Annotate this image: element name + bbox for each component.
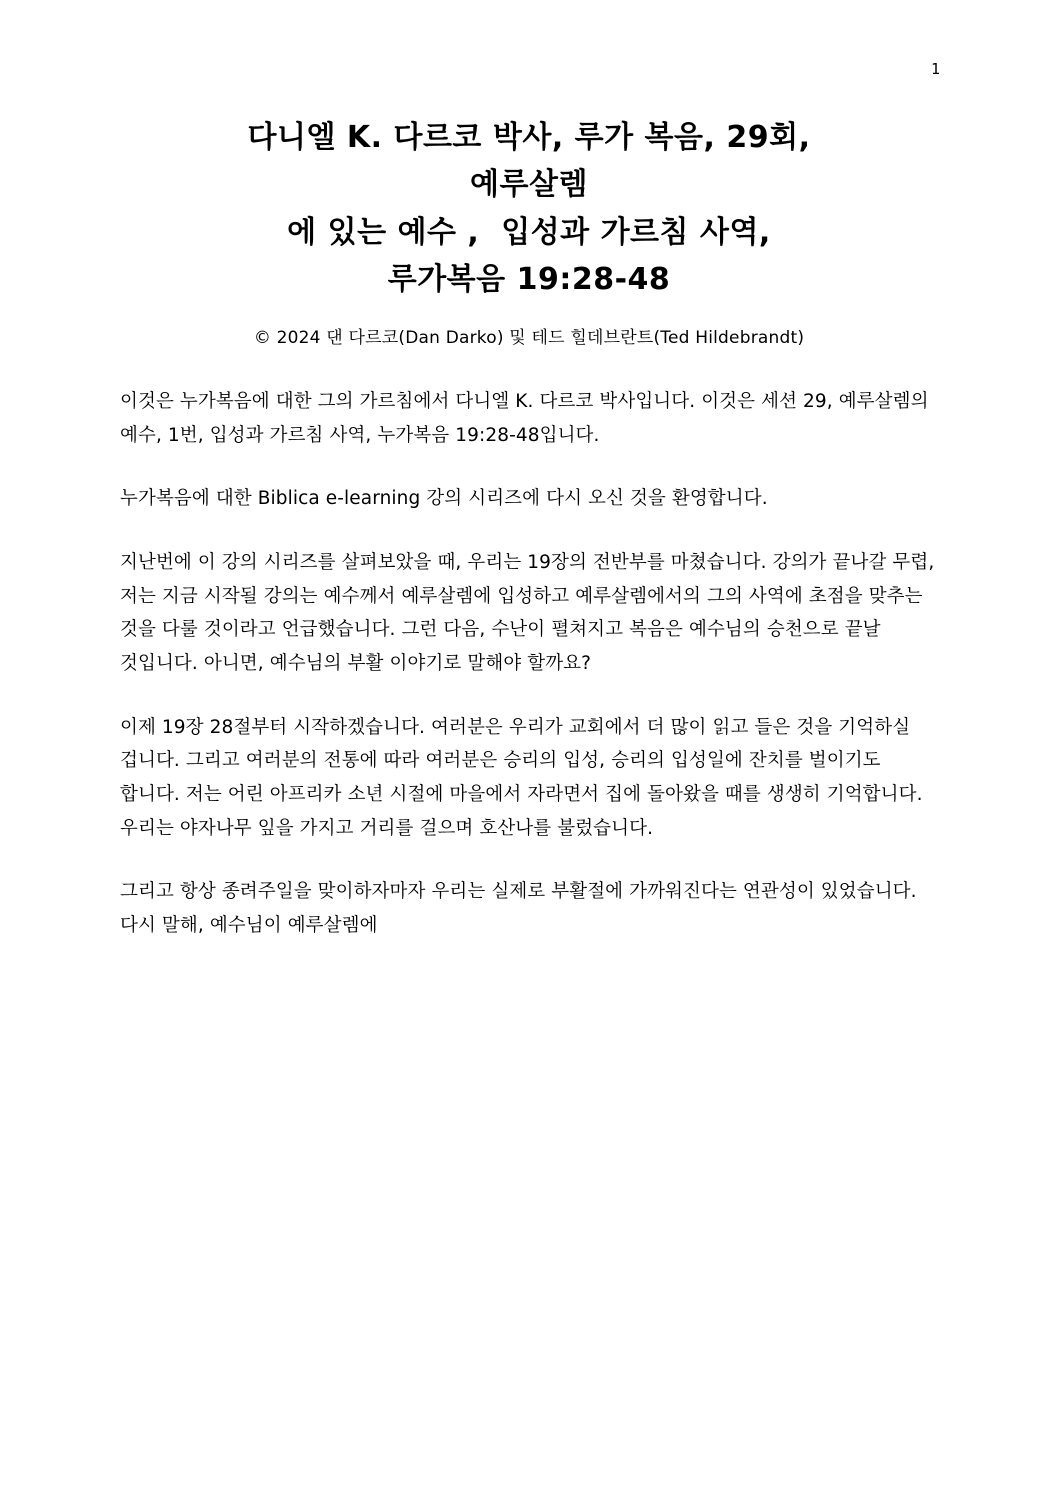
page-number: 1 xyxy=(930,60,940,78)
paragraph-2: 누가복음에 대한 Biblica e-learning 강의 시리즈에 다시 오신 것을 환영합니다. xyxy=(120,488,768,510)
title-line-2: 예루살렘 xyxy=(470,167,588,203)
paragraph-3: 지난번에 이 강의 시리즈를 살펴보았을 때, 우리는 19장의 전반부를 마쳤습니다. 강의가 끝나갈 무렵, 저는 지금 시작될 강의는 예수께서 예루살렘에 입성하고 예루살렘에서의 그의 사역에 초점을 맞추는 것을 다룰 것이라고 언급했습니다. 그런 다음, 수난이 펼쳐지고 복음은 예수님의 승천으로 끝날 것입니다. 아니면, 예수님의 부활 이야기로 말해야 할까요? xyxy=(120,552,941,674)
title-line-1: 다니엘 K. 다르코 박사, 루가 복음, 29회, xyxy=(247,120,811,155)
page-title xyxy=(120,114,938,304)
copyright-notice: © 2024 댄 다르코(Dan Darko) 및 테드 힐데브란트(Ted Hildebrandt) xyxy=(253,327,805,348)
title-line-3: 에 있는 예수 , 입성과 가르침 사역, xyxy=(287,214,771,250)
paragraph-1: 이것은 누가복음에 대한 그의 가르침에서 다니엘 K. 다르코 박사입니다. 이것은 세션 29, 예루살렘의 예수, 1번, 입성과 가르침 사역, 누가복음 19:28-48입니다. xyxy=(120,391,935,446)
paragraph-5: 그리고 항상 종려주일을 맞이하자마자 우리는 실제로 부활절에 가까워진다는 연관성이 있었습니다. 다시 말해, 예수님이 예루살렘에 xyxy=(120,881,923,936)
paragraph-4: 이제 19장 28절부터 시작하겠습니다. 여러분은 우리가 교회에서 더 많이 읽고 들은 것을 기억하실 겁니다. 그리고 여러분의 전통에 따라 여러분은 승리의 입성, 승리의 입성일에 잔치를 벌이기도 합니다. 저는 어린 아프리카 소년 시절에 마을에서 자라면서 집에 돌아왔을 때를 생생히 기억합니다. 우리는 야자나무 잎을 가지고 거리를 걸으며 호산나를 불렀습니다. xyxy=(120,716,929,839)
title-line-4: 루가복음 19:28-48 xyxy=(387,262,671,298)
